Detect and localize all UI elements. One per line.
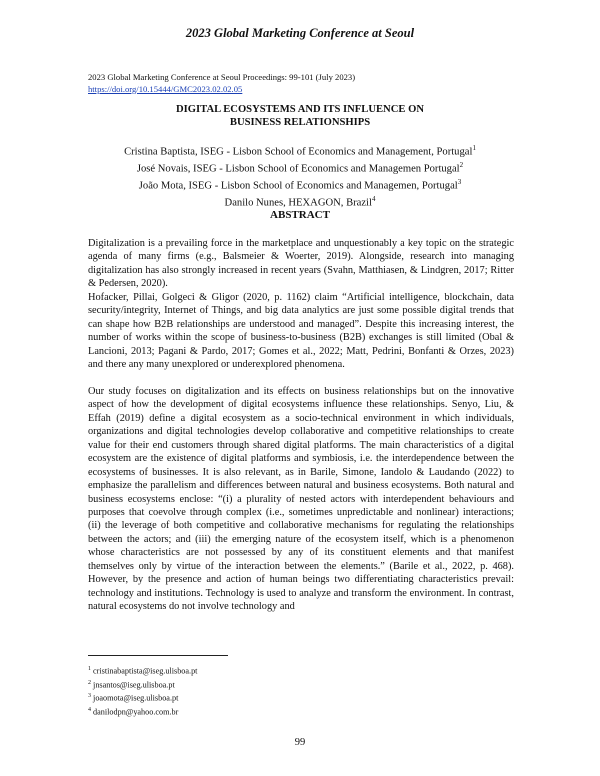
abstract-paragraph: Our study focuses on digitalization and its effects on business relationships but on the innovative aspect of how the development of digital ecosystems influence these relationships. Senyo, Liu, & Effah (2019) define a digital ecosystem as a socio-technical environment in which individuals, organizations and digital technologies develop collaborative and competitive relationships to create value for their end customers through shared digital platforms. The main characteristics of a digital ecosystem are the existence of digital platforms and symbiosis, i.e. the interdependence between the ecosystems of businesses. It is also relevant, as in Barile, Simone, Iandolo & Laudando (2022) to emphasize the parallelism and differences between natural and business ecosystems. Both natural and business ecosystems enclose: “(i) a plurality of nested actors with interdependent behaviours and purposes that coevolve through complex (i.e., sometimes unpredictable and nonlinear) interactions; (ii) the leverage of both competitive and collaborative mechanisms for regulating the relationships between the actors; and (iii) the emerging nature of the ecosystem itself, which is a phenomenon whose characteristics are not possessed by any of its constituent elements and that manifest themselves only by virtue of the interaction between the elements.” (Barile et al., 2022, p. 468). However, by the presence and action of human beings two differentiating characteristics prevail: technology and institutions. Technology is used to analyze and transform the environment. In contrast, natural ecosystems do not involve technology and — [88, 385, 514, 613]
page-number: 99 — [294, 737, 306, 748]
abstract-heading: ABSTRACT — [270, 209, 330, 221]
abstract-paragraph: Digitalization is a prevailing force in the marketplace and unquestionably a key topic on the strategic agenda of many firms (e.g., Balsmeier & Woerter, 2019). Alongside, research into managing digitalization has also strongly increased in recent years (Svahn, Matthiasen, & Lindgren, 2017; Ritter & Pedersen, 2020). — [88, 238, 514, 290]
doi-link[interactable]: https://doi.org/10.15444/GMC2023.02.02.05 — [88, 83, 243, 94]
abstract-body — [88, 237, 514, 614]
footnote-number: 2 — [88, 679, 91, 686]
paper-title — [0, 103, 600, 129]
footnote-marker: 3 — [457, 178, 462, 187]
footnote-number: 3 — [88, 693, 91, 700]
footnote-email: danilodpn@yahoo.com.br — [93, 707, 179, 717]
author-line — [0, 142, 600, 159]
footnote — [88, 664, 197, 678]
footnote-email: cristinabaptista@iseg.ulisboa.pt — [93, 666, 198, 676]
footnote — [88, 705, 197, 719]
author-list — [0, 142, 600, 211]
abstract-paragraph: Hofacker, Pillai, Golgeci & Gligor (2020, p. 1162) claim “Artificial intelligence, blockchain, data security/integrity, Internet of Things, and big data analytics are just some possible digital trends that can shape how B2B relationships are understood and managed”. Despite this increasing interest, the number of works within the scope of business-to-business (B2B) exchanges is still limited (Obal & Lancioni, 2013; Pagani & Pardo, 2017; Gomes et al., 2022; Matt, Pedrini, Bonfanti & Orzes, 2023) and there any many unexplored or underexplored phenomena. — [88, 291, 514, 371]
footnote-marker: 2 — [459, 161, 464, 170]
running-head: 2023 Global Marketing Conference at Seoul — [185, 26, 415, 40]
footnote-marker: 4 — [371, 195, 376, 204]
author-line — [0, 159, 600, 176]
author-line — [0, 193, 600, 210]
footnote — [88, 691, 197, 705]
author-affiliation: Danilo Nunes, HEXAGON, Brazil — [224, 197, 372, 209]
footnote-number: 1 — [88, 666, 91, 672]
footnote-email: joaomota@iseg.ulisboa.pt — [93, 693, 179, 703]
author-affiliation: José Novais, ISEG - Lisbon School of Economics and Managemen Portugal — [136, 163, 460, 175]
proceedings-info — [88, 72, 355, 95]
footnote-marker: 1 — [472, 144, 476, 152]
title-line-2: BUSINESS RELATIONSHIPS — [229, 117, 371, 128]
author-affiliation: João Mota, ISEG - Lisbon School of Economics and Managemen, Portugal — [138, 180, 458, 192]
author-line — [0, 176, 600, 193]
footnote-divider — [88, 655, 228, 656]
footnote-email: jnsantos@iseg.ulisboa.pt — [93, 680, 175, 690]
title-line-1: DIGITAL ECOSYSTEMS AND ITS INFLUENCE ON — [176, 104, 424, 115]
author-affiliation: Cristina Baptista, ISEG - Lisbon School of Economics and Management, Portugal — [124, 146, 473, 158]
footnotes — [88, 664, 197, 718]
footnote-number: 4 — [88, 706, 91, 713]
proceedings-line: 2023 Global Marketing Conference at Seoul Proceedings: 99-101 (July 2023) — [88, 72, 356, 82]
footnote — [88, 678, 197, 692]
